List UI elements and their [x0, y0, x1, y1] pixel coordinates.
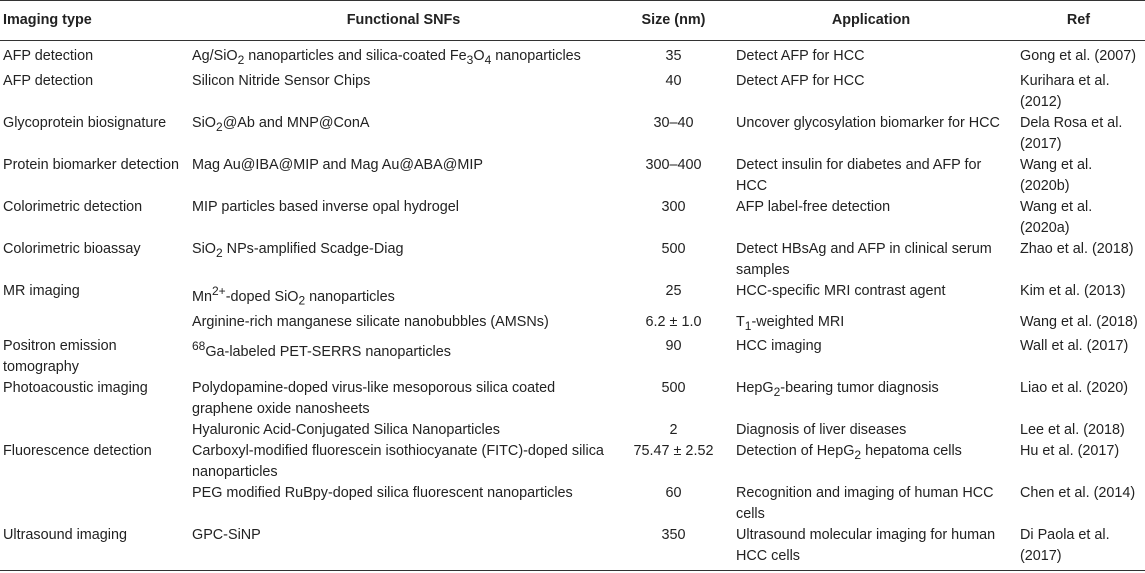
header-functional-snfs: Functional SNFs — [190, 1, 617, 41]
cell-imaging-type: AFP detection — [3, 72, 94, 89]
cell-imaging-type: Colorimetric detection — [3, 198, 143, 215]
cell-functional-snf: Arginine-rich manganese silicate nanobubbles (AMSNs) — [192, 313, 549, 330]
table-row — [0, 113, 1145, 155]
cell-functional-snf: Carboxyl-modified fluorescein isothiocyanate (FITC)-doped silica nanoparticles — [192, 443, 604, 481]
cell-application: Ultrasound molecular imaging for human HCC cells — [730, 525, 1012, 571]
cell-functional-snf: GPC-SiNP — [190, 525, 617, 571]
cell-ref: Wang et al. (2020b) — [1020, 156, 1093, 194]
table-row — [0, 420, 1145, 441]
header-row — [0, 1, 1145, 41]
header-imaging-type: Imaging type — [0, 1, 190, 41]
cell-size: 60 — [665, 485, 682, 502]
cell-ref: Kurihara et al. (2012) — [1020, 72, 1110, 110]
table-row — [0, 41, 1145, 71]
table-row — [0, 197, 1145, 239]
table-row — [0, 71, 1145, 113]
cell-ref: Wall et al. (2017) — [1020, 338, 1129, 355]
cell-functional-snf: SiO$_2$ NPs-amplified Scadge-Diag — [192, 240, 404, 260]
cell-application: Detect insulin for diabetes and AFP for HCC — [736, 156, 982, 194]
table-row — [0, 155, 1145, 197]
cell-imaging-type: Protein biomarker detection — [3, 156, 179, 173]
cell-ref: Kim et al. (2013) — [1020, 282, 1126, 299]
cell-application: Detect HBsAg and AFP in clinical serum samples — [736, 240, 992, 278]
cell-ref: Zhao et al. (2018) — [1020, 240, 1134, 257]
cell-functional-snf: Hyaluronic Acid-Conjugated Silica Nanoparticles — [192, 422, 500, 439]
cell-ref: Dela Rosa et al. (2017) — [1020, 114, 1123, 152]
cell-ref: Gong et al. (2007) — [1020, 48, 1136, 64]
cell-size: 2 — [669, 422, 678, 439]
cell-size: 6.2 ± 1.0 — [645, 313, 702, 330]
cell-application: HCC imaging — [736, 338, 822, 355]
cell-application: Recognition and imaging of human HCC cells — [736, 485, 994, 523]
cell-imaging-type — [0, 483, 190, 525]
cell-ref: Wang et al. (2020a) — [1020, 198, 1093, 236]
table-row — [0, 441, 1145, 483]
cell-imaging-type: MR imaging — [3, 282, 80, 299]
cell-imaging-type: Glycoprotein biosignature — [3, 114, 167, 131]
cell-ref: Di Paola et al. (2017) — [1012, 525, 1145, 571]
cell-functional-snf: Ag/SiO$_2$ nanoparticles and silica-coated $Fe_3O_4$ nanoparticles — [192, 48, 581, 67]
header-application: Application — [730, 1, 1012, 41]
cell-ref: Liao et al. (2020) — [1020, 380, 1129, 397]
header-ref: Ref — [1012, 1, 1145, 41]
cell-imaging-type — [0, 420, 190, 441]
cell-application: Detect AFP for HCC — [736, 72, 865, 89]
cell-imaging-type: Colorimetric bioassay — [3, 240, 141, 257]
cell-size: 35 — [665, 48, 682, 64]
cell-size: 25 — [665, 282, 682, 299]
cell-size: 350 — [617, 525, 730, 571]
cell-imaging-type: Positron emission tomography — [3, 338, 117, 376]
cell-functional-snf: Polydopamine-doped virus-like mesoporous silica coated graphene oxide nanosheets — [192, 380, 556, 418]
cell-size: 500 — [661, 380, 686, 397]
cell-ref: Wang et al. (2018) — [1020, 313, 1138, 330]
cell-application: HepG$_2$-bearing tumor diagnosis — [736, 380, 939, 400]
cell-functional-snf: MIP particles based inverse opal hydrogel — [192, 198, 459, 215]
cell-ref: Hu et al. (2017) — [1020, 443, 1120, 460]
table-row — [0, 483, 1145, 525]
cell-size: 40 — [665, 72, 682, 89]
cell-size: 300–400 — [645, 156, 702, 173]
cell-functional-snf: $Mn^{2+}$-doped SiO$_2$ nanoparticles — [192, 283, 395, 308]
table-row — [0, 312, 1145, 337]
cell-application: Detection of HepG$_2$ hepatoma cells — [736, 443, 962, 463]
cell-application: Detect AFP for HCC — [736, 48, 865, 64]
cell-size: 30–40 — [653, 114, 694, 131]
cell-ref: Lee et al. (2018) — [1020, 422, 1125, 439]
cell-size: 90 — [665, 338, 682, 355]
cell-functional-snf: PEG modified RuBpy-doped silica fluorescent nanoparticles — [192, 485, 573, 502]
cell-application: AFP label-free detection — [736, 198, 891, 215]
cell-application: Uncover glycosylation biomarker for HCC — [736, 114, 1000, 131]
cell-functional-snf: $^{68}$Ga-labeled PET-SERRS nanoparticles — [192, 339, 451, 361]
cell-application: HCC-specific MRI contrast agent — [736, 282, 946, 299]
cell-functional-snf: SiO$_2$@Ab and MNP@ConA — [192, 114, 370, 134]
cell-imaging-type: Ultrasound imaging — [0, 525, 190, 571]
table-row — [0, 281, 1145, 312]
cell-application: $T_1$-weighted MRI — [736, 313, 845, 333]
table-row — [0, 378, 1145, 420]
cell-imaging-type: Photoacoustic imaging — [3, 380, 148, 397]
cell-size: 300 — [661, 198, 686, 215]
cell-ref: Chen et al. (2014) — [1020, 485, 1136, 502]
table-row — [0, 239, 1145, 281]
cell-imaging-type — [0, 312, 190, 337]
cell-application: Diagnosis of liver diseases — [736, 422, 907, 439]
table-row — [0, 336, 1145, 378]
cell-functional-snf: Silicon Nitride Sensor Chips — [192, 72, 371, 89]
cell-size: 75.47 ± 2.52 — [633, 443, 714, 460]
cell-imaging-type: AFP detection — [3, 48, 94, 64]
cell-imaging-type: Fluorescence detection — [3, 443, 152, 460]
table-row — [0, 525, 1145, 571]
cell-functional-snf: Mag Au@IBA@MIP and Mag Au@ABA@MIP — [192, 156, 483, 173]
header-size: Size (nm) — [617, 1, 730, 41]
cell-size: 500 — [661, 240, 686, 257]
